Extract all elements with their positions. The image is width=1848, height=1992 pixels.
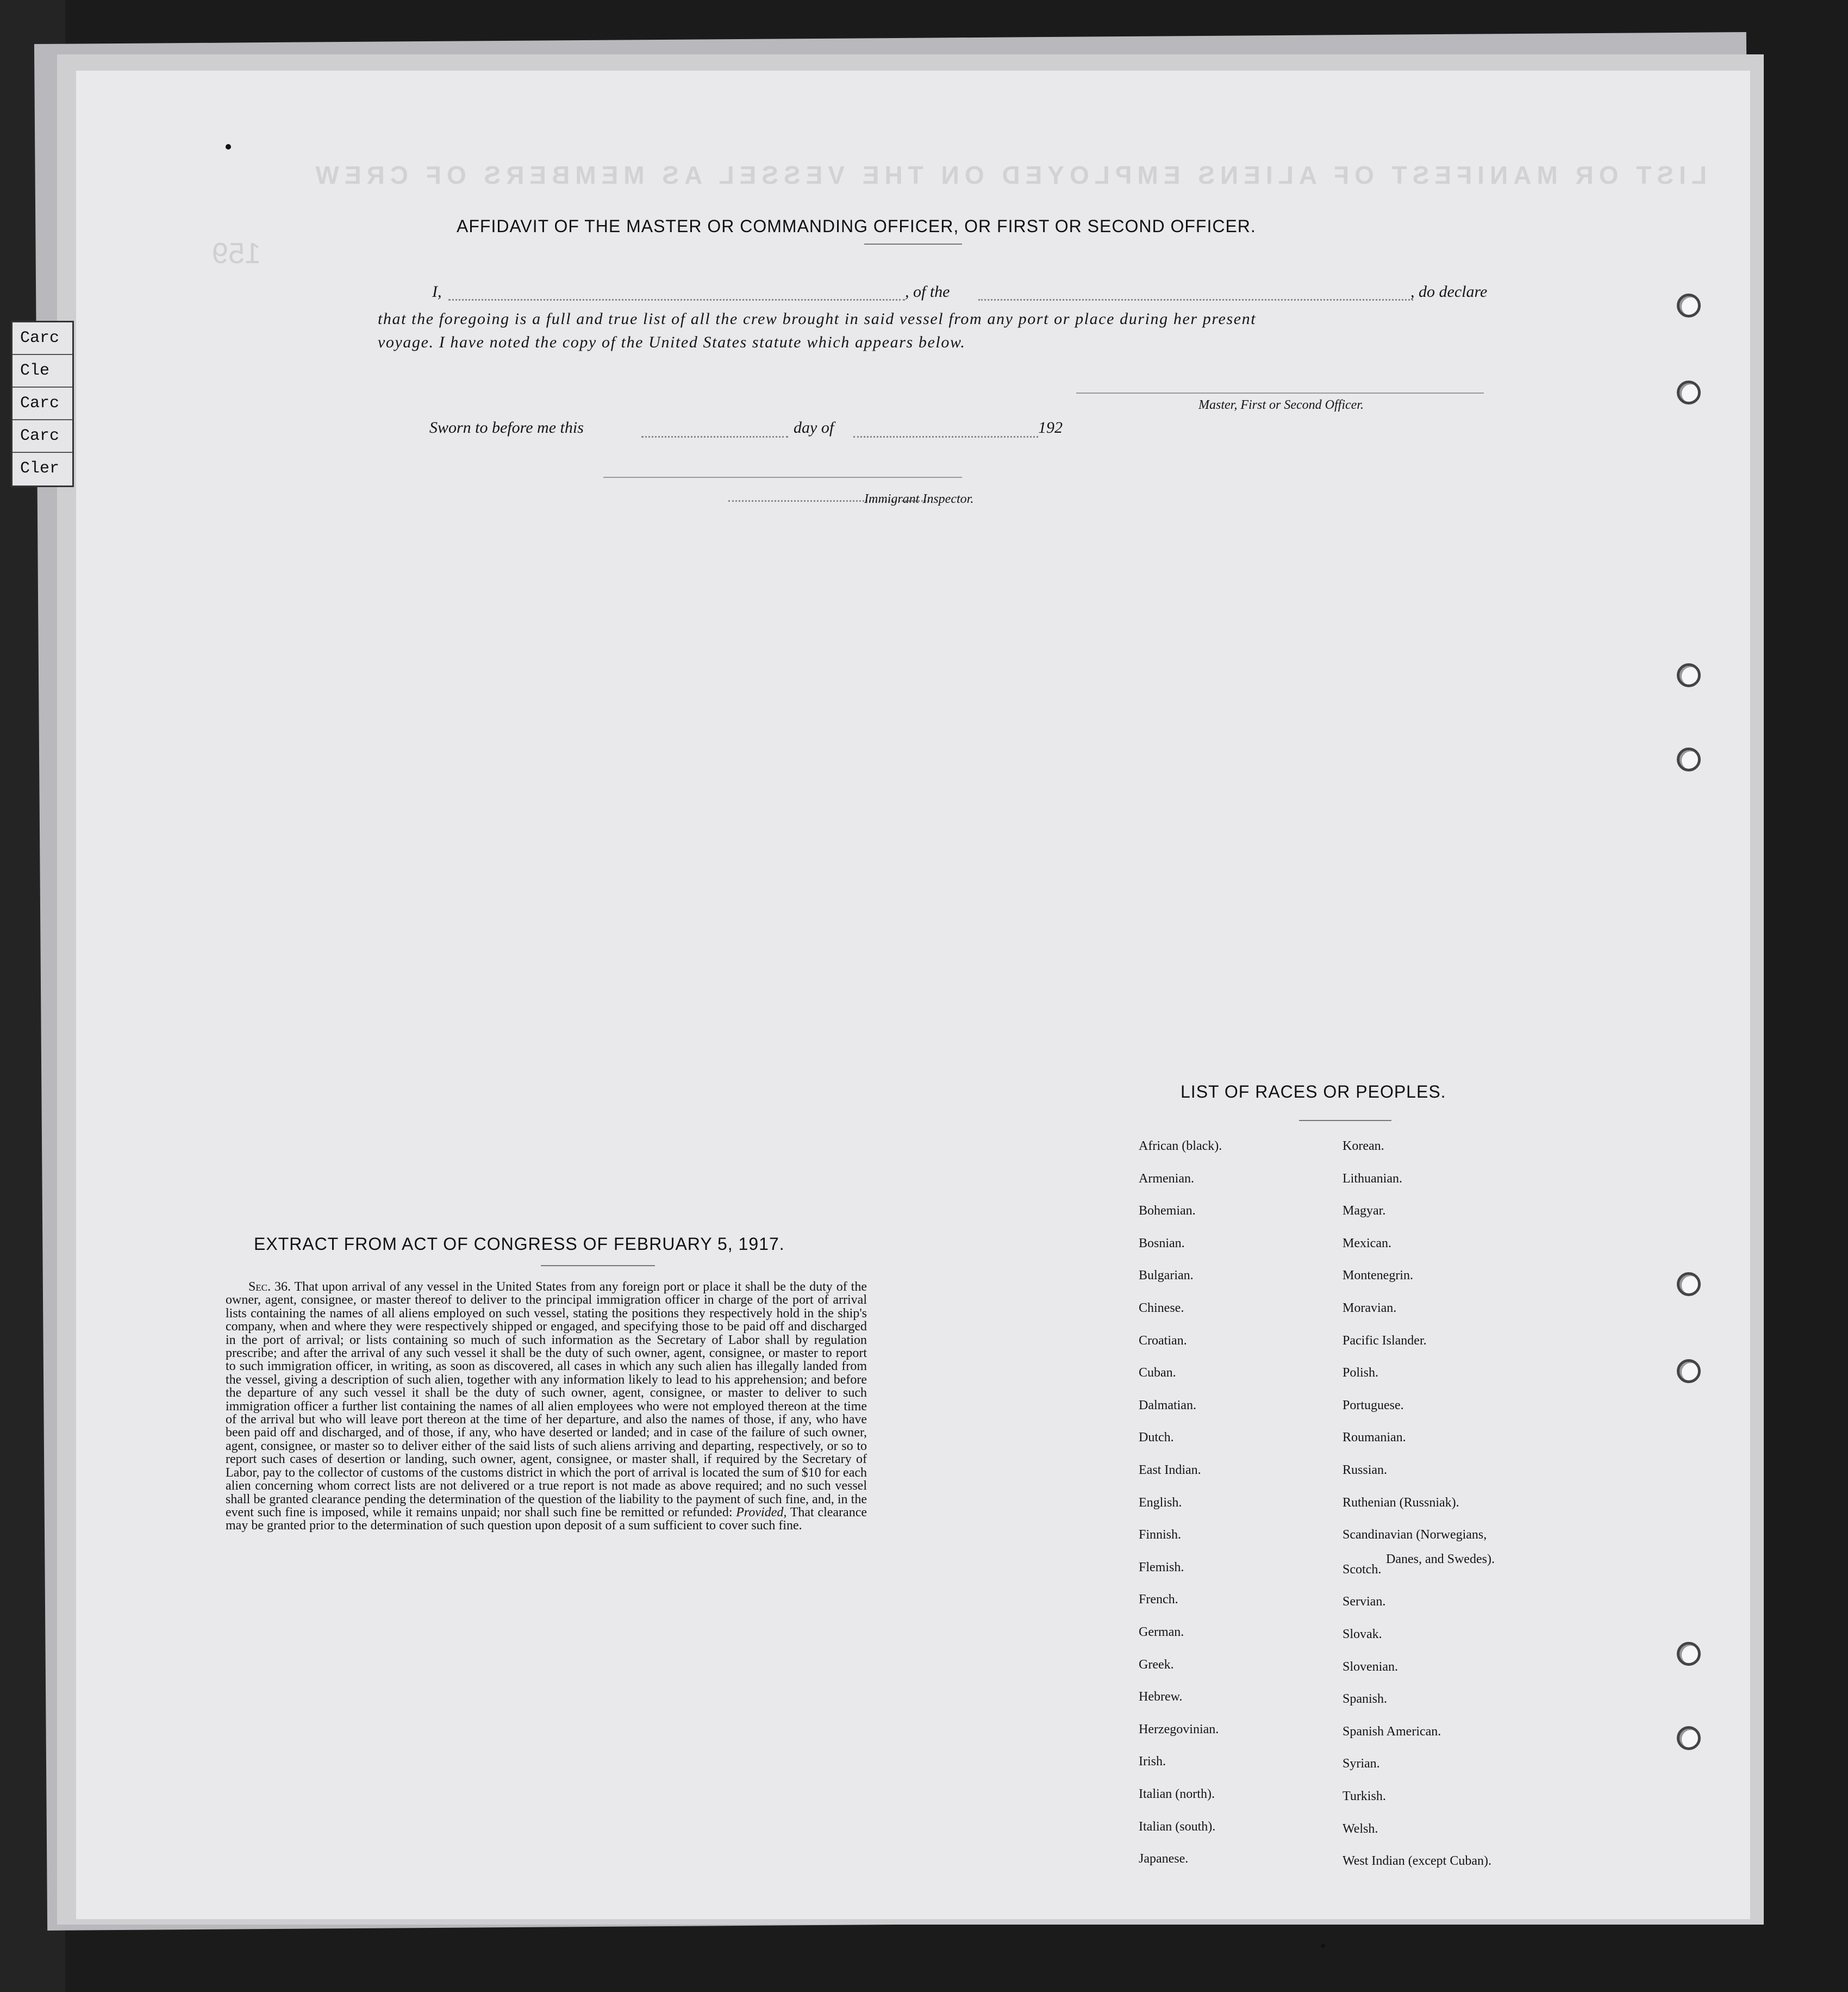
affidavit-line-i: I,: [432, 283, 442, 301]
punch-hole-icon: [1677, 1272, 1701, 1296]
edge-tabs: [11, 321, 74, 487]
race-item: Portuguese.: [1343, 1398, 1404, 1412]
race-item: Scandinavian (Norwegians,: [1343, 1528, 1487, 1542]
race-item: Japanese.: [1139, 1852, 1189, 1866]
race-item: Cuban.: [1139, 1366, 1176, 1380]
race-item: Ruthenian (Russniak).: [1343, 1495, 1459, 1510]
affidavit-body-line-3: voyage. I have noted the copy of the United States statute which appears below.: [378, 333, 966, 351]
provided-word: Provided,: [736, 1505, 787, 1520]
sworn-prefix: Sworn to before me this: [429, 419, 584, 437]
race-item: Magyar.: [1343, 1204, 1386, 1218]
race-item: Bulgarian.: [1139, 1268, 1194, 1283]
race-item: Bohemian.: [1139, 1204, 1196, 1218]
extract-title: EXTRACT FROM ACT OF CONGRESS OF FEBRUARY 5, 1917.: [254, 1234, 785, 1254]
race-item: Croatian.: [1139, 1333, 1187, 1348]
race-item: Slovenian.: [1343, 1659, 1398, 1674]
edge-tab: Carc: [13, 420, 72, 453]
title-underline: [864, 244, 962, 245]
race-item: Mexican.: [1343, 1236, 1391, 1250]
race-item: Dutch.: [1139, 1430, 1174, 1445]
sworn-year: 192: [1038, 419, 1063, 437]
extract-body-part1: That upon arrival of any vessel in the United States from any foreign port or place it shall be the duty of the owner, agent, consignee, or master thereof to deliver to the principal immigration officer in charge of the port of arrival lists containing the names of all aliens employed on such vessel, stating the positions they respectively hold in the ship's company, when and where they were respectively shipped or engaged, and specifying those to be paid off and discharged in the port of arrival; or lists containing so much of such information as the Secretary of Labor shall by regulation prescribe; and after the arrival of any such vessel it shall be the duty of such owner, agent, consignee, or master to report to such immigration officer, in writing, as soon as discovered, all cases in which any such alien has illegally landed from the vessel, giving a description of such alien, together with any information likely to lead to his apprehension; and before the departure of any such vessel it shall be the duty of such owner, agent, consignee, or master to deliver to such immigration officer a further list containing the names of all alien employees who were not employed thereon at the time of the arrival but who will leave port thereon at the time of her departure, and also the names of those, if any, who have been paid off and discharged, and of those, if any, who have deserted or landed; and in case of the failure of such owner, agent, consignee, or master so to deliver either of the said lists of such aliens arriving and departing, respectively, or so to report such cases of desertion or landing, such owner, agent, consignee, or master shall, if required by the Secretary of Labor, pay to the collector of customs of the customs district in which the port of arrival is located the sum of $10 for each alien concerning whom correct lists are not delivered or a true report is not made as above required; and no such vessel shall be granted clearance pending the determination of the question of the liability to the payment of such fine, and, in the event such fine is imposed, while it remains unpaid; nor shall such fine be remitted or refunded:: [226, 1280, 867, 1520]
punch-hole-icon: [1677, 1726, 1701, 1750]
extract-title-underline: [541, 1265, 655, 1266]
edge-tab: Cle: [13, 355, 72, 388]
race-item: English.: [1139, 1495, 1182, 1510]
ink-dot: [1321, 1944, 1325, 1948]
race-continuation: Danes, and Swedes).: [1386, 1552, 1495, 1566]
race-item: Irish.: [1139, 1754, 1166, 1769]
race-item: Montenegrin.: [1343, 1268, 1413, 1283]
race-item: Finnish.: [1139, 1528, 1182, 1542]
signature-line: [1076, 393, 1484, 394]
punch-hole-icon: [1677, 1359, 1701, 1383]
document-page: [76, 71, 1750, 1919]
affidavit-line-do-declare: , do declare: [1410, 283, 1488, 301]
race-item: Spanish American.: [1343, 1724, 1441, 1739]
inspector-label: Immigrant Inspector.: [864, 492, 974, 506]
races-title-underline: [1299, 1120, 1391, 1121]
race-item: German.: [1139, 1625, 1184, 1639]
race-item: Italian (south).: [1139, 1819, 1216, 1834]
month-blank: [853, 436, 1038, 438]
affidavit-title: AFFIDAVIT OF THE MASTER OR COMMANDING OFFICER, OR FIRST OR SECOND OFFICER.: [457, 216, 1256, 236]
edge-tab: Carc: [13, 322, 72, 355]
race-item: Slovak.: [1343, 1627, 1382, 1641]
race-item: Korean.: [1343, 1139, 1384, 1153]
punch-hole-icon: [1677, 381, 1701, 404]
bleed-through-page-number: 159: [212, 237, 261, 270]
race-item: Spanish.: [1343, 1692, 1388, 1707]
race-item: French.: [1139, 1592, 1178, 1607]
edge-tab: Carc: [13, 388, 72, 420]
race-item: Dalmatian.: [1139, 1398, 1196, 1412]
race-item: Italian (north).: [1139, 1787, 1215, 1801]
affidavit-line-of-the: , of the: [905, 283, 950, 301]
race-item: Pacific Islander.: [1343, 1333, 1427, 1348]
bleed-through-heading: LIST OR MANIFEST OF ALIENS EMPLOYED ON THE VESSEL AS MEMBERS OF CREW: [310, 161, 1707, 189]
punch-hole-icon: [1677, 294, 1701, 318]
extract-body-part2: That clearance may be granted prior to the determination of such question upon deposit of a sum sufficient to cover such fine.: [226, 1505, 867, 1533]
sworn-day-of: day of: [794, 419, 834, 437]
punch-hole-icon: [1677, 1642, 1701, 1666]
race-item: Bosnian.: [1139, 1236, 1185, 1250]
edge-tab: Cler: [20, 459, 60, 478]
extract-body: [226, 1280, 867, 1533]
race-item: Greek.: [1139, 1657, 1174, 1672]
race-item: Polish.: [1343, 1366, 1379, 1380]
race-item: Flemish.: [1139, 1560, 1184, 1574]
race-item: Armenian.: [1139, 1171, 1194, 1186]
races-title: LIST OF RACES OR PEOPLES.: [1181, 1082, 1446, 1101]
name-blank: [448, 299, 905, 301]
punch-hole-icon: [1677, 748, 1701, 771]
inspector-line: [603, 477, 962, 478]
ink-dot: [226, 144, 231, 150]
affidavit-body-line-2: that the foregoing is a full and true list of all the crew brought in said vessel from any port or place during her present: [378, 310, 1257, 328]
race-item: Turkish.: [1343, 1789, 1386, 1803]
race-item: Lithuanian.: [1343, 1171, 1402, 1186]
vessel-blank: [978, 299, 1413, 301]
race-item: Russian.: [1343, 1463, 1388, 1477]
signature-label: Master, First or Second Officer.: [1198, 398, 1364, 412]
race-item: West Indian (except Cuban).: [1343, 1854, 1491, 1869]
punch-hole-icon: [1677, 663, 1701, 687]
race-item: Syrian.: [1343, 1757, 1380, 1771]
race-item: Chinese.: [1139, 1301, 1184, 1315]
race-item: Welsh.: [1343, 1821, 1378, 1836]
race-item: Herzegovinian.: [1139, 1722, 1219, 1736]
race-item: Roumanian.: [1343, 1430, 1406, 1445]
race-item: Scotch.: [1343, 1562, 1382, 1577]
race-item: African (black).: [1139, 1139, 1222, 1153]
race-item: Moravian.: [1343, 1301, 1397, 1315]
race-item: Hebrew.: [1139, 1690, 1183, 1704]
day-blank: [641, 436, 788, 438]
race-item: East Indian.: [1139, 1463, 1201, 1477]
race-item: Servian.: [1343, 1595, 1386, 1609]
section-label: Sec. 36.: [248, 1280, 291, 1294]
